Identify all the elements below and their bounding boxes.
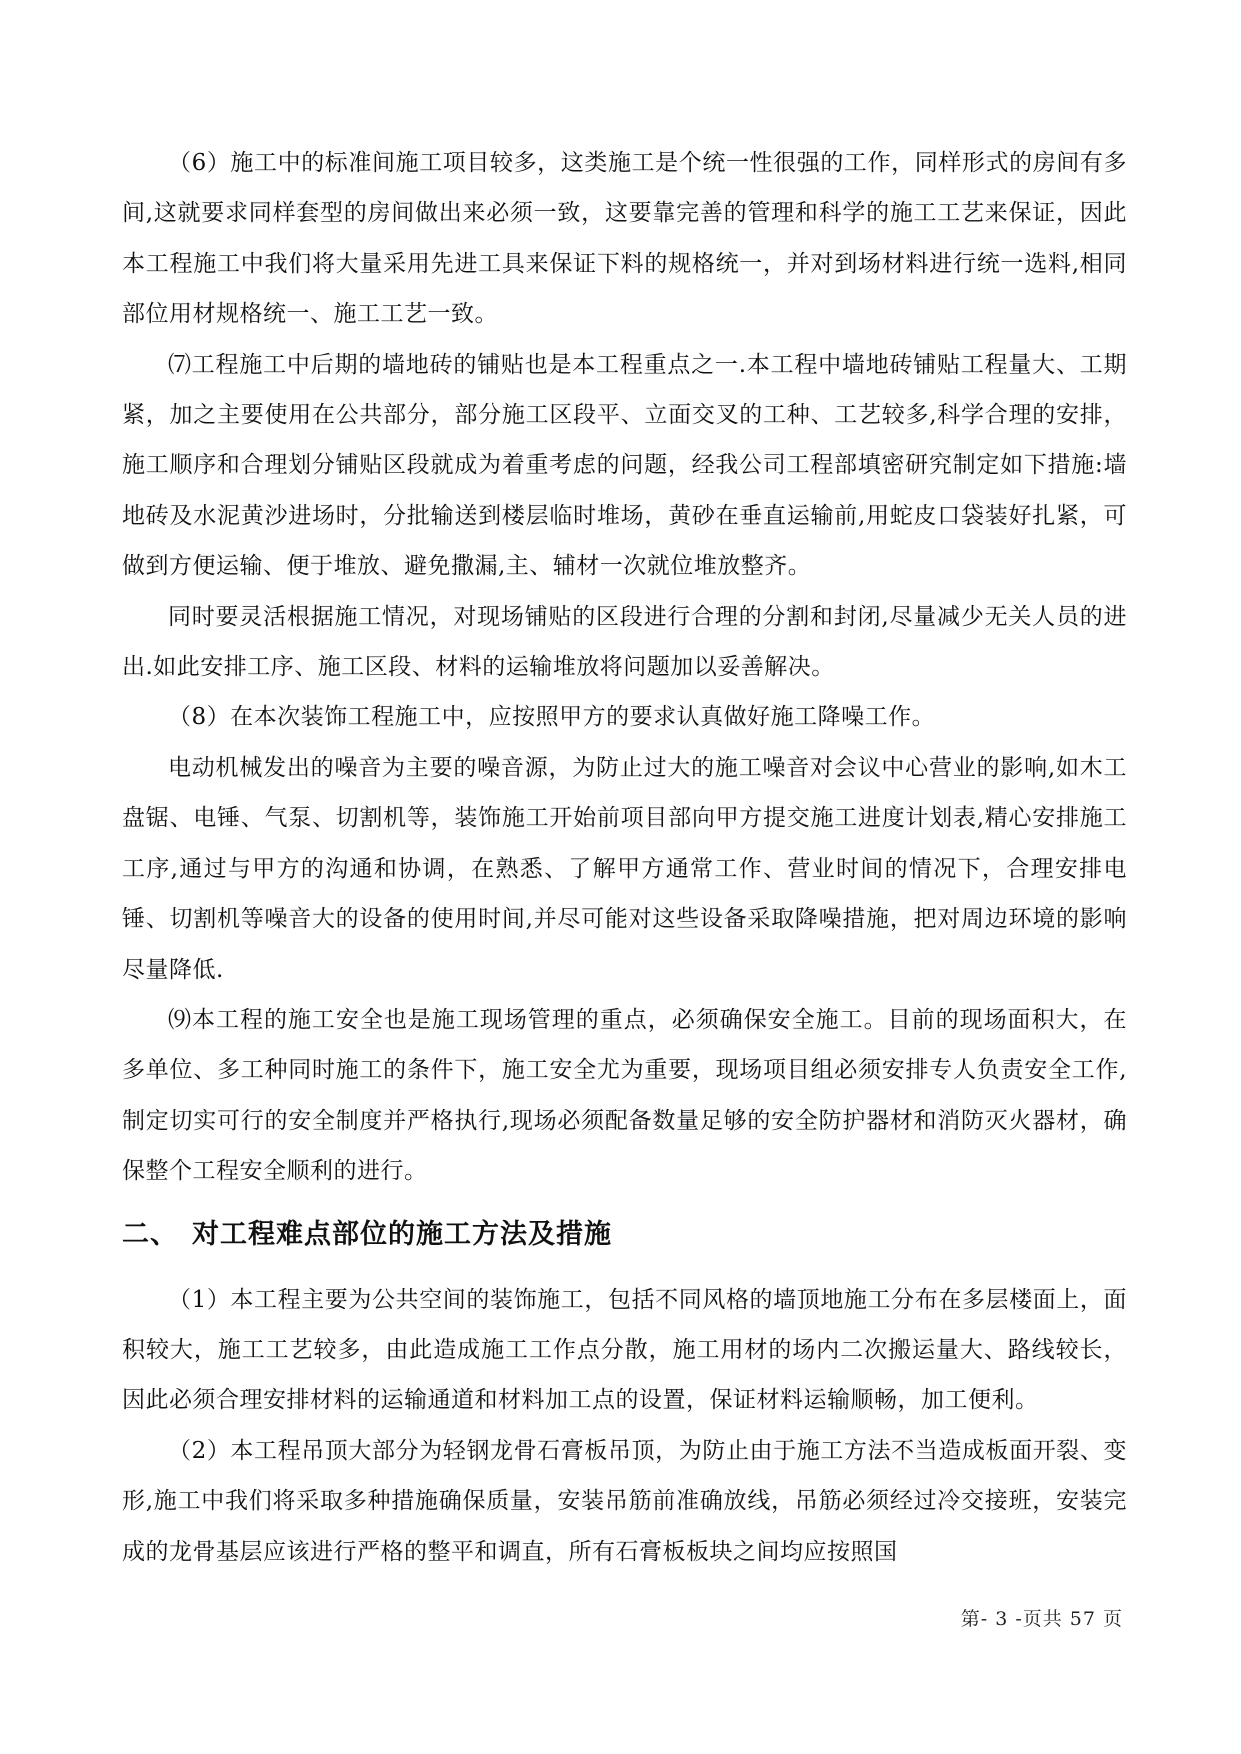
paragraph-8-detail: 电动机械发出的噪音为主要的噪音源，为防止过大的施工噪音对会议中心营业的影响,如木工盘锯、电锤、气泵、切割机等，装饰施工开始前项目部向甲方提交施工进度计划表,精心安排施工工序,通过与甲方的沟通和协调，在熟悉、了解甲方通常工作、营业时间的情况下，合理安排电锤、切割机等噪音大的设备的使用时间,并尽可能对这些设备采取降噪措施，把对周边环境的影响尽量降低. [122, 754, 1127, 983]
paragraph-6: （6）施工中的标准间施工项目较多，这类施工是个统一性很强的工作，同样形式的房间有多间,这就要求同样套型的房间做出来必须一致，这要靠完善的管理和科学的施工工艺来保证，因此本工程施工中我们将大量采用先进工具来保证下料的规格统一，并对到场材料进行统一选料,相同部位用材规格统一、施工工艺一致。 [122, 150, 1127, 328]
section-number: 二、 [122, 1218, 178, 1250]
page-number-footer: 第- 3 -页共 57 页 [960, 1608, 1123, 1630]
paragraph-7-continued: 同时要灵活根据施工情况，对现场铺贴的区段进行合理的分割和封闭,尽量减少无关人员的进出.如此安排工序、施工区段、材料的运输堆放将问题加以妥善解决。 [122, 603, 1127, 681]
section-heading [122, 1205, 1127, 1265]
paragraph-9: ⑼本工程的施工安全也是施工现场管理的重点，必须确保安全施工。目前的现场面积大，在多单位、多工种同时施工的条件下，施工安全尤为重要，现场项目组必须安排专人负责安全工作,制定切实可行的安全制度并严格执行,现场必须配备数量足够的安全防护器材和消防灭火器材，确保整个工程安全顺利的进行。 [122, 1006, 1127, 1185]
document-body [122, 138, 1127, 1577]
paragraph-8: （8）在本次装饰工程施工中，应按照甲方的要求认真做好施工降噪工作。 [168, 704, 936, 731]
paragraph-difficulty-1: （1）本工程主要为公共空间的装饰施工，包括不同风格的墙顶地施工分布在多层楼面上，面积较大，施工工艺较多，由此造成施工工作点分散，施工用材的场内二次搬运量大、路线较长，因此必须合理安排材料的运输通道和材料加工点的设置，保证材料运输顺畅，加工便利。 [122, 1286, 1127, 1414]
paragraph-7: ⑺工程施工中后期的墙地砖的铺贴也是本工程重点之一.本工程中墙地砖铺贴工程量大、工期紧，加之主要使用在公共部分，部分施工区段平、立面交叉的工种、工艺较多,科学合理的安排，施工顺序和合理划分铺贴区段就成为着重考虑的问题，经我公司工程部填密研究制定如下措施:墙地砖及水泥黄沙进场时，分批输送到楼层临时堆场，黄砂在垂直运输前,用蛇皮口袋装好扎紧，可做到方便运输、便于堆放、避免撒漏,主、辅材一次就位堆放整齐。 [122, 351, 1127, 580]
section-title: 对工程难点部位的施工方法及措施 [192, 1218, 612, 1250]
paragraph-difficulty-2: （2）本工程吊顶大部分为轻钢龙骨石膏板吊顶，为防止由于施工方法不当造成板面开裂、变形,施工中我们将采取多种措施确保质量，安装吊筋前准确放线，吊筋必须经过冷交接班，安装完成的龙骨基层应该进行严格的整平和调直，所有石膏板板块之间均应按照国 [122, 1437, 1127, 1565]
